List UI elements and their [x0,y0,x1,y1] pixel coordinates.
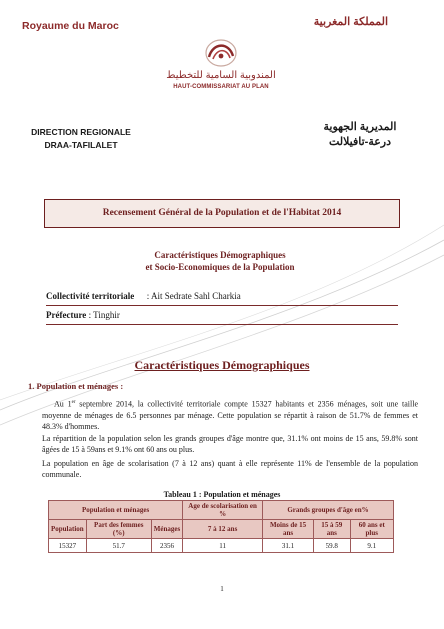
population-table [48,500,394,553]
p1-post: septembre 2014, la collectivité territoriale compte 15327 habitants et 2356 ménages, soit une taille moyenne de ménages de 6.5 personnes par ménage. Cette population se répartit à raison de 51.7% de femmes et 48.3% d'hommes. [42,399,418,431]
paragraph-3: La population en âge de scolarisation (7 à 12 ans) quant à elle représente 11% de l'ensemble de la population communale. [42,459,418,479]
direction-ar-line-2: درعة-تافيلالت [328,136,392,148]
prefecture-field [46,310,120,320]
th-group-scolarisation: Age de scolarisation en % [183,501,263,520]
th-60plus: 60 ans et plus [350,520,393,539]
table-row [49,539,394,553]
th-population: Population [49,520,87,539]
prefecture-label: Préfecture [46,310,87,320]
kingdom-fr: Royaume du Maroc [22,20,119,32]
field-divider [46,324,398,325]
page-number: 1 [220,585,224,593]
cell-moins15: 31.1 [262,539,313,553]
cell-femmes: 51.7 [86,539,151,553]
direction-line-1: DIRECTION REGIONALE [31,127,131,137]
paragraph-2: La répartition de la population selon les grands groupes d'âge montre que, 31.1% ont moins de 15 ans, 59.8% sont âgées de 15 à 59ans et 9.1% ont 60 ans ou plus. [42,434,418,454]
th-scol: 7 à 12 ans [183,520,263,539]
subtitle-line-1: Caractéristiques Démographiques [154,250,286,260]
direction-line-2: DRAA-TAFILALET [44,140,118,150]
th-group-population: Population et ménages [49,501,183,520]
cell-population: 15327 [49,539,87,553]
th-femmes: Part des femmes (%) [86,520,151,539]
direction-regionale-ar [310,120,410,150]
table-title: Tableau 1 : Population et ménages [163,490,281,499]
prefecture-value: : Tinghir [88,310,120,320]
paragraph-1 [42,397,418,432]
th-15-59: 15 à 59 ans [314,520,350,539]
cell-15-59: 59.8 [314,539,350,553]
cell-menages: 2356 [151,539,182,553]
direction-ar-line-1: المديرية الجهوية [323,121,397,133]
report-title: Recensement Général de la Population et de l'Habitat 2014 [102,208,342,218]
p1-sup: er [71,400,76,405]
th-group-age: Grands groupes d'âge en% [262,501,393,520]
table-subheader-row [49,520,394,539]
direction-regionale-fr [22,126,140,152]
section-heading: 1. Population et ménages : [28,381,124,391]
cell-60plus: 9.1 [350,539,393,553]
cell-scol: 11 [183,539,263,553]
hcp-logo-icon [195,36,247,70]
th-menages: Ménages [151,520,182,539]
table-header-row [49,501,394,520]
subtitle-line-2: et Socio-Economiques de la Population [145,262,295,272]
hcp-name-fr: HAUT-COMMISSARIAT AU PLAN [173,84,269,90]
kingdom-ar: المملكة المغربية [313,16,388,28]
hcp-name-ar: المندوبية السامية للتخطيط [166,70,276,81]
section-title: Caractéristiques Démographiques [134,358,310,372]
report-subtitle [80,249,360,273]
collectivite-label: Collectivité territoriale [46,291,135,301]
p1-pre: Au 1 [54,399,72,409]
field-divider [46,305,398,306]
report-banner [44,199,400,228]
collectivite-field [46,291,241,301]
th-moins15: Moins de 15 ans [262,520,313,539]
collectivite-value: : Ait Sedrate Sahl Charkia [146,291,241,301]
